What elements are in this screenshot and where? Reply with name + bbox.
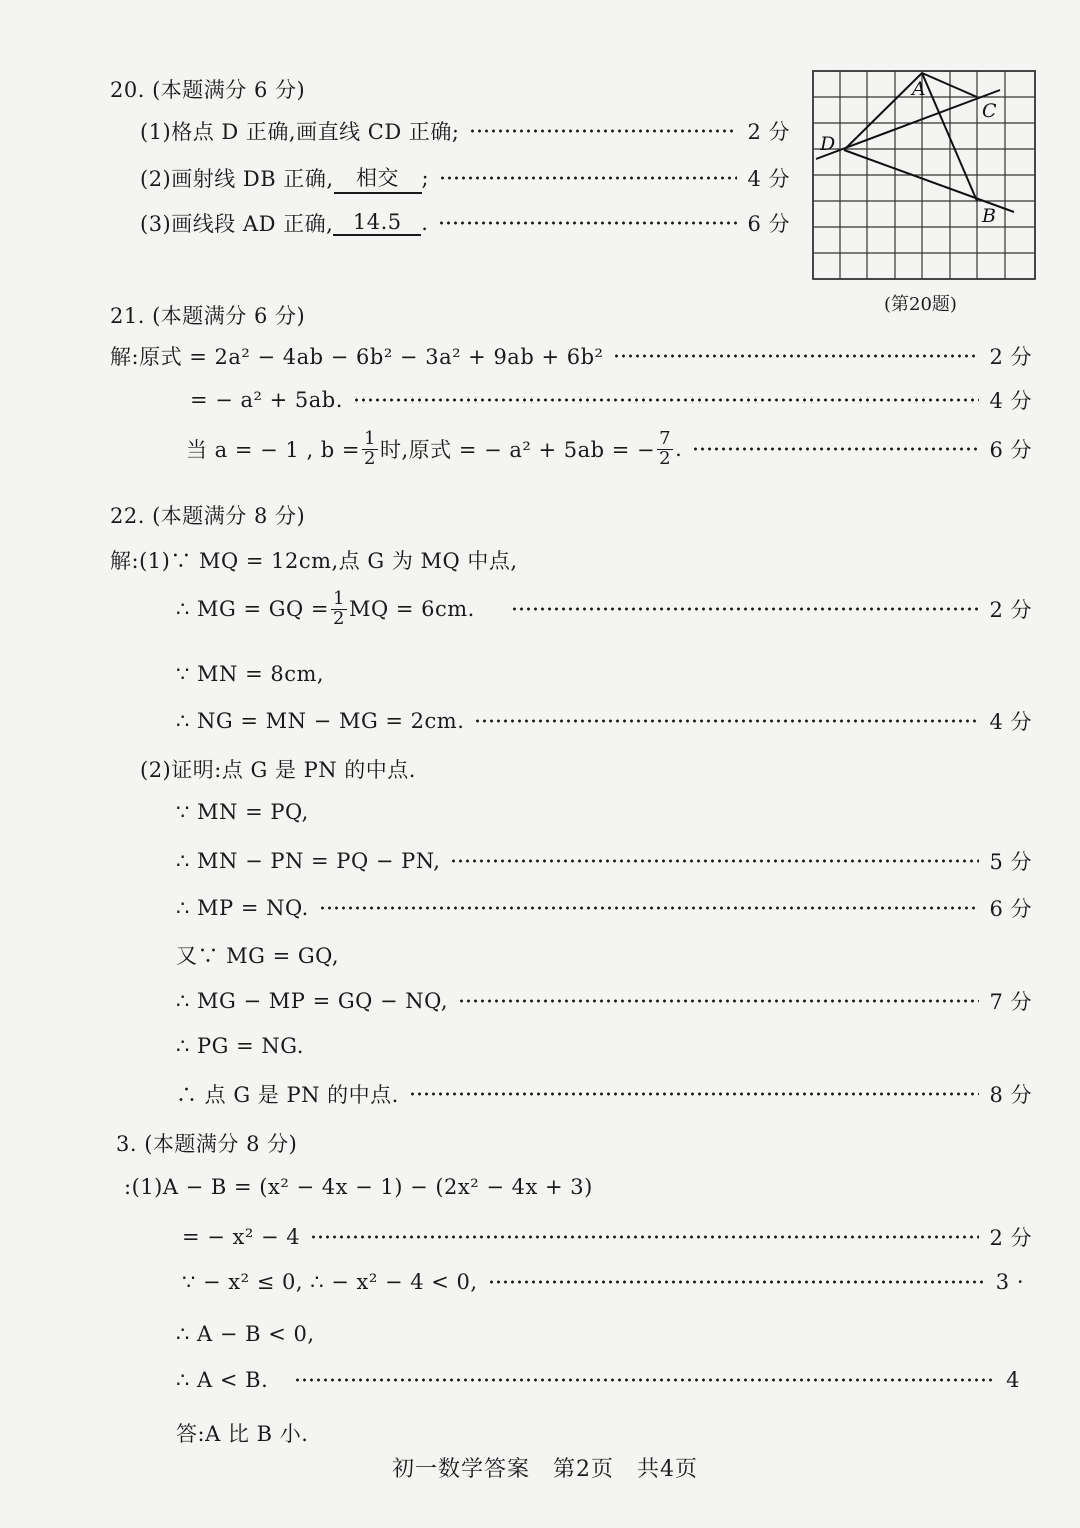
q21-line-2-text: = − a² + 5ab.: [190, 388, 343, 412]
point-label-b: B: [982, 205, 996, 227]
q23-line-1: :(1)A − B = (x² − 4x − 1) − (2x² − 4x + 3): [124, 1175, 593, 1199]
score: 4 分: [989, 710, 1032, 734]
answer-blank: 14.5: [333, 210, 421, 236]
q23-heading: 3. (本题满分 8 分): [116, 1132, 298, 1156]
q22-line-7: [176, 846, 1032, 876]
fraction: [657, 430, 673, 469]
q22-line-10: [176, 986, 1032, 1016]
figure-caption: (第20题): [884, 294, 957, 315]
q23-line-4: ∴ A − B < 0,: [176, 1322, 315, 1346]
q22-line-8-text: ∴ MP = NQ.: [176, 896, 309, 920]
punctuation: .: [421, 211, 429, 235]
leader-dots: [294, 1378, 996, 1382]
q20-item-2: [140, 162, 790, 194]
leader-dots: [474, 719, 979, 723]
punctuation: ;: [421, 166, 430, 190]
q22-line-2-prefix: ∴ MG = GQ =: [176, 597, 330, 622]
q20-item-3: [140, 208, 790, 238]
leader-dots: [613, 354, 979, 358]
q23-line-5: [176, 1368, 1020, 1392]
score: 2 分: [989, 345, 1032, 369]
point-label-a: A: [912, 78, 926, 100]
q21-line-3: [186, 430, 1032, 469]
q21-line-3-mid: 时,原式 = − a² + 5ab = −: [379, 438, 656, 463]
q22-line-7-text: ∴ MN − PN = PQ − PN,: [176, 849, 441, 873]
score: 6 分: [747, 212, 790, 236]
leader-dots: [469, 129, 737, 133]
leader-dots: [353, 398, 980, 402]
score: 8 分: [989, 1083, 1032, 1107]
q22-line-12: [176, 1079, 1032, 1109]
q20-grid-figure: [812, 70, 1036, 280]
q22-line-11: ∴ PG = NG.: [176, 1034, 304, 1058]
fraction-numerator: 1: [333, 588, 345, 609]
q20-item-3-text: (3)画线段 AD 正确,: [140, 212, 334, 236]
leader-dots: [488, 1280, 986, 1284]
score: 2 分: [989, 598, 1032, 623]
leader-dots: [458, 999, 979, 1003]
q21-heading: 21. (本题满分 6 分): [110, 304, 306, 328]
leader-dots: [438, 221, 737, 225]
q22-line-4: [176, 706, 1032, 736]
ray-db: [844, 150, 1014, 212]
score: 7 分: [989, 990, 1032, 1014]
point-label-d: D: [820, 133, 836, 155]
page-footer: 初一数学答案 第2页 共4页: [392, 1457, 698, 1482]
q20-heading: 20. (本题满分 6 分): [110, 78, 306, 102]
q22-line-2: [176, 590, 1032, 629]
grid-lines: [813, 71, 1035, 279]
q22-line-9: 又∵ MG = GQ,: [176, 944, 340, 968]
q21-line-3-prefix: 当 a = − 1 , b =: [186, 438, 361, 463]
punctuation: .: [675, 437, 683, 462]
fraction-denominator: 2: [333, 607, 345, 629]
score: 3 ·: [995, 1270, 1024, 1294]
q22-line-8: [176, 893, 1032, 923]
score: 4: [1006, 1368, 1020, 1392]
leader-dots: [409, 1092, 980, 1096]
q23-line-2-text: = − x² − 4: [182, 1225, 301, 1249]
score: 5 分: [989, 850, 1032, 874]
q23-line-5-text: ∴ A < B.: [176, 1368, 269, 1392]
segment-ad: [844, 73, 922, 150]
q22-heading: 22. (本题满分 8 分): [110, 504, 306, 528]
answer-blank: 相交: [334, 162, 422, 194]
fraction-numerator: 7: [659, 428, 672, 449]
q21-line-2: [190, 385, 1032, 415]
q22-line-1: 解:(1)∵ MQ = 12cm,点 G 为 MQ 中点,: [110, 549, 518, 573]
q22-line-4-text: ∴ NG = MN − MG = 2cm.: [176, 709, 465, 733]
q22-line-3: ∵ MN = 8cm,: [176, 662, 325, 686]
q21-line-1: [110, 341, 1032, 371]
leader-dots: [692, 447, 979, 451]
q20-item-1-text: (1)格点 D 正确,画直线 CD 正确;: [140, 120, 460, 144]
fraction: [331, 590, 347, 629]
q22-line-10-text: ∴ MG − MP = GQ − NQ,: [176, 989, 448, 1013]
q23-line-6: 答:A 比 B 小.: [176, 1422, 309, 1446]
q23-line-3: [182, 1270, 1024, 1294]
q22-line-6: ∵ MN = PQ,: [176, 800, 309, 824]
fraction-numerator: 1: [364, 428, 376, 449]
fraction-denominator: 2: [659, 447, 672, 469]
fraction: [362, 430, 378, 469]
q23-line-3-text: ∵ − x² ≤ 0, ∴ − x² − 4 < 0,: [182, 1270, 478, 1294]
score: 4 分: [989, 389, 1032, 413]
leader-dots: [511, 607, 980, 611]
q23-line-2: [182, 1222, 1032, 1252]
point-label-c: C: [982, 100, 997, 122]
score: 6 分: [989, 438, 1032, 463]
score: 2 分: [747, 120, 790, 144]
score: 4 分: [747, 167, 790, 191]
q21-line-1-text: 解:原式 = 2a² − 4ab − 6b² − 3a² + 9ab + 6b²: [110, 345, 604, 369]
q22-line-2-suffix: MQ = 6cm.: [348, 597, 475, 622]
q20-item-1: [140, 116, 790, 146]
fraction-denominator: 2: [364, 447, 376, 469]
q22-line-12-text: ∴ 点 G 是 PN 的中点.: [176, 1083, 399, 1107]
leader-dots: [450, 859, 979, 863]
leader-dots: [310, 1235, 979, 1239]
q22-line-5: (2)证明:点 G 是 PN 的中点.: [140, 758, 416, 782]
q20-item-2-text: (2)画射线 DB 正确,: [140, 167, 334, 191]
leader-dots: [439, 176, 737, 180]
score: 2 分: [989, 1226, 1032, 1250]
leader-dots: [319, 906, 980, 910]
score: 6 分: [989, 897, 1032, 921]
